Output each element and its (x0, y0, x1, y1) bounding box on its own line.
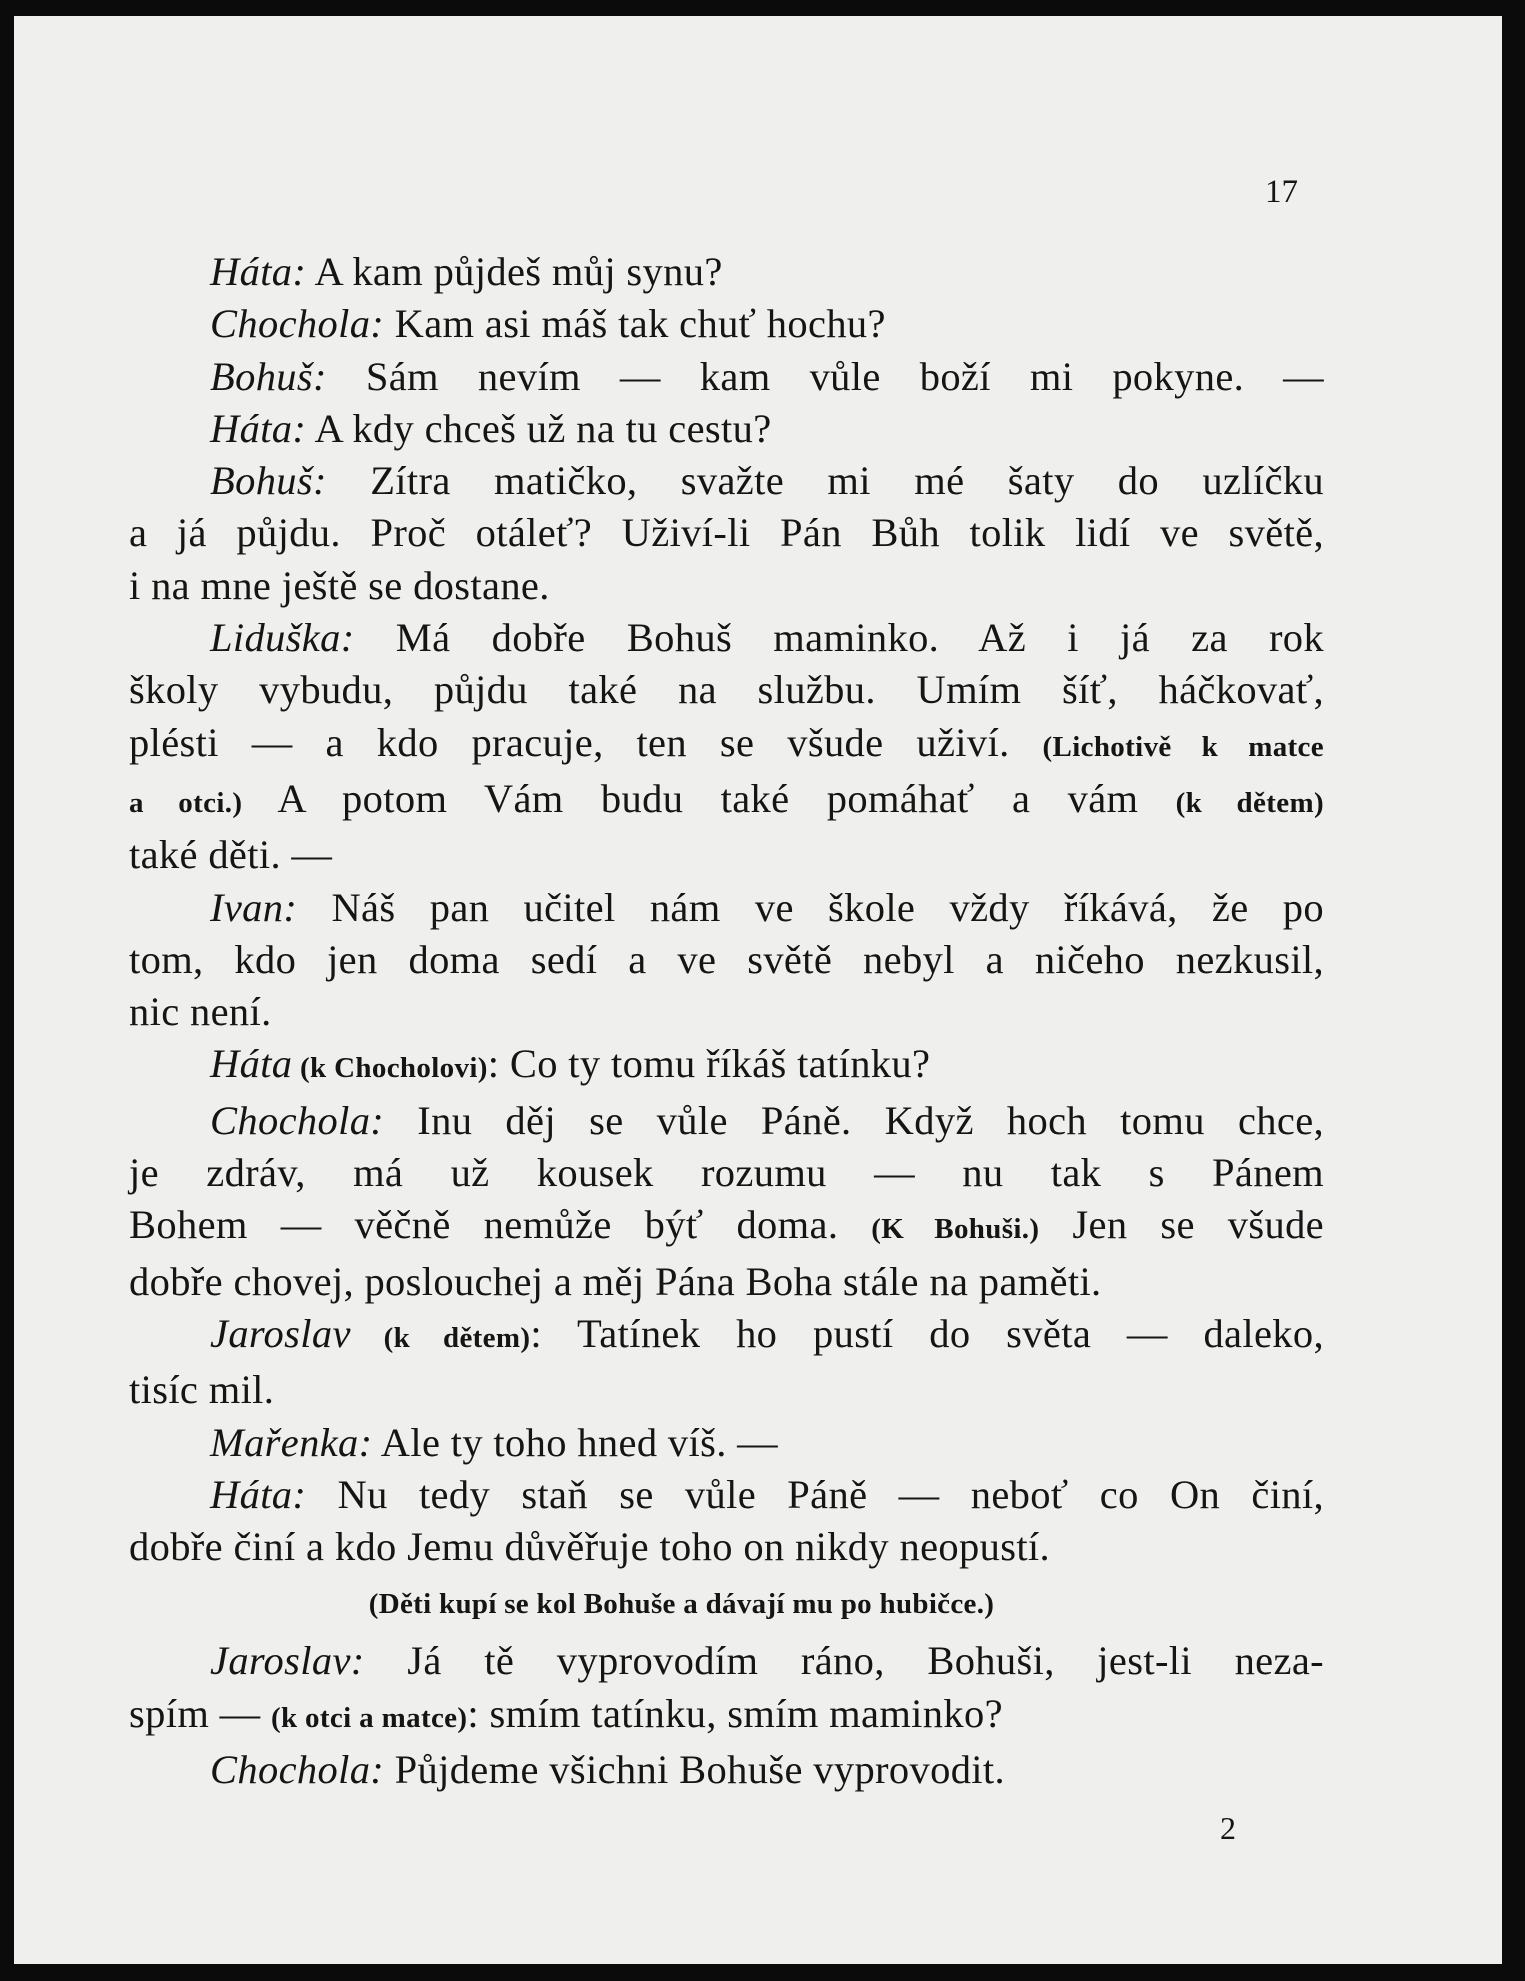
dialogue-paragraph: Háta: Nu tedy staň se vůle Páně — neboť co On činí, dobře činí a kdo Jemu důvěřuje toho on nikdy neopustí. (129, 1471, 1324, 1570)
dialogue-line: Háta: A kdy chceš už na tu cestu? (210, 405, 772, 451)
stage-direction: (k dětem) (1175, 786, 1324, 819)
stage-direction: (K Bohuši.) (871, 1213, 1040, 1246)
dialogue-paragraph: Jaroslav: Já tě vyprovodím ráno, Bohuši, jest-li neza- spím — (k otci a matce): smím tatínku, smím maminko? (129, 1638, 1324, 1736)
dialogue-paragraph: Chochola: Inu děj se vůle Páně. Když hoch tomu chce, je zdráv, má už kousek rozumu — nu tak s Pánem Bohem — věčně nemůže býť doma. (K Bohuši.) Jen se všude dobře chovej, poslouchej a měj Pána Boha stále na paměti. (129, 1097, 1325, 1304)
dialogue-paragraph: Liduška: Má dobře Bohuš maminko. Až i já za rok školy vybudu, půjdu také na službu. Umím šíť, háčkovať, plésti — a kdo pracuje, ten se všude uživí. (Lichotivě k matce a otci.) A potom Vám budu také pomáhať a vám (k dětem) také děti. — (129, 615, 1324, 878)
speaker: Bohuš: (210, 458, 327, 504)
speaker: Liduška: (210, 615, 355, 661)
speaker: Mařenka: (210, 1419, 373, 1465)
stage-direction-centered: (Děti kupí se kol Bohuše a dávají mu po hubičce.) (368, 1588, 995, 1621)
dialogue-paragraph: Ivan: Náš pan učitel nám ve škole vždy říkává, že po tom, kdo jen doma sedí a ve světě nebyl a ničeho nezkusil, nic není. (129, 884, 1324, 1035)
dialogue-paragraph: Bohuš: Zítra matičko, svažte mi mé šaty do uzlíčku a já půjdu. Proč otáleť? Uživí-li Pán Bůh tolik lidí ve světě, i na mne ještě se dostane. (129, 458, 1324, 608)
book-page (14, 16, 1502, 1964)
dialogue-line: Bohuš: Sám nevím — kam vůle boží mi pokyne. — (210, 353, 1324, 399)
speaker: Bohuš: (210, 353, 327, 399)
stage-direction: a otci.) (129, 786, 243, 819)
speaker: Chochola: (210, 1747, 385, 1793)
stage-direction: (k dětem) (350, 1321, 531, 1354)
speaker: Jaroslav: (210, 1638, 365, 1684)
speaker: Chochola: (210, 301, 385, 347)
dialogue-line: Háta: A kam půjdeš můj synu? (210, 249, 723, 294)
stage-direction: (k Chocholovi) (292, 1052, 488, 1085)
speaker: Háta (210, 1041, 293, 1087)
speaker: Ivan: (210, 884, 298, 930)
play-text (129, 246, 1324, 1796)
stage-direction: (k otci a matce) (270, 1701, 468, 1734)
speaker: Háta: (210, 249, 307, 294)
speaker: Jaroslav (210, 1310, 351, 1356)
dialogue-paragraph: Jaroslav (k dětem): Tatínek ho pustí do světa — daleko, tisíc mil. (129, 1310, 1324, 1413)
stage-direction: (Lichotivě k matce (1042, 730, 1324, 763)
dialogue-line: Chochola: Půjdeme všichni Bohuše vyprovodit. (210, 1747, 1005, 1793)
signature-mark: 2 (1220, 1810, 1236, 1846)
speaker: Chochola: (210, 1097, 385, 1143)
dialogue-line: Háta (k Chocholovi): Co ty tomu říkáš tatínku? (210, 1041, 931, 1087)
dialogue-line: Chochola: Kam asi máš tak chuť hochu? (210, 301, 886, 347)
speaker: Háta: (210, 405, 307, 451)
page-number: 17 (1265, 174, 1298, 210)
dialogue-line: Mařenka: Ale ty toho hned víš. — (210, 1419, 779, 1465)
speaker: Háta: (210, 1471, 307, 1517)
